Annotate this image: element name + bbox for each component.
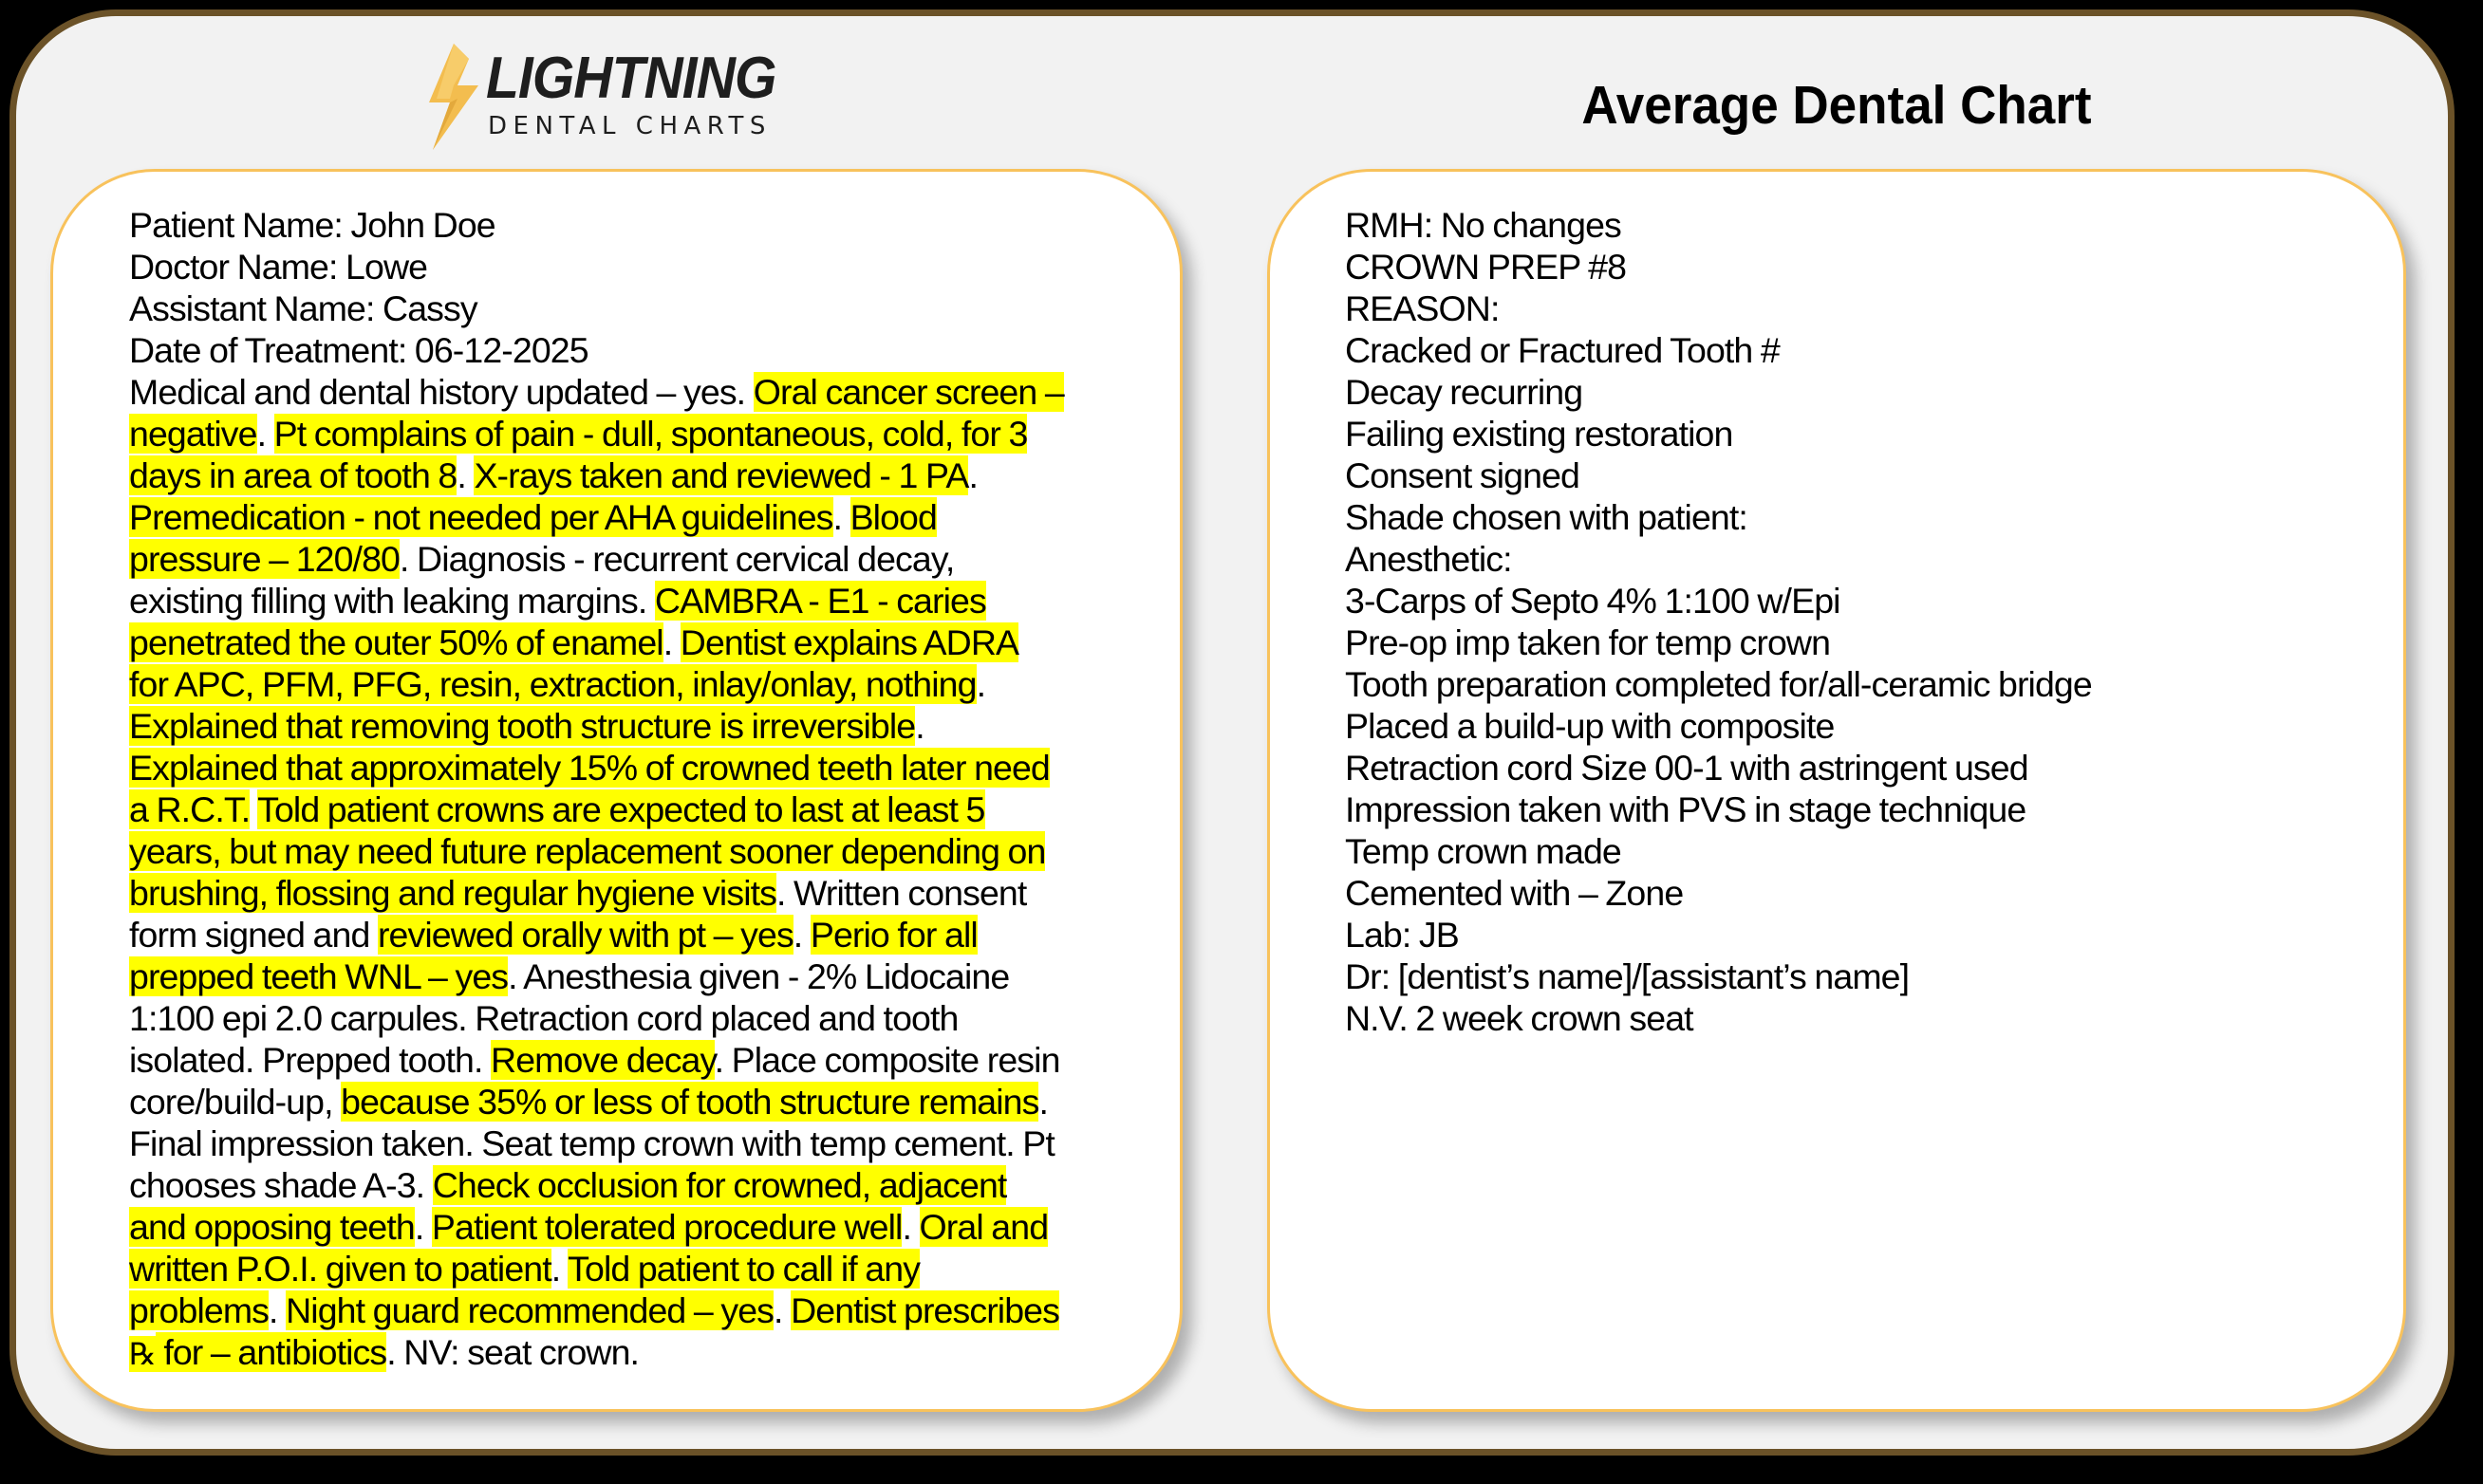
chart-line: Anesthetic: xyxy=(1345,539,1512,579)
treatment-date-row xyxy=(129,329,1064,371)
narrative-line xyxy=(129,496,1064,538)
note-text: . Anesthesia given - 2% Lidocaine xyxy=(508,956,1010,996)
narrative-note-card xyxy=(50,169,1183,1412)
note-text: . xyxy=(793,915,811,955)
chart-line: CROWN PREP #8 xyxy=(1345,247,1627,287)
chart-line: RMH: No changes xyxy=(1345,205,1621,245)
highlighted-text: Patient tolerated procedure well xyxy=(431,1207,903,1247)
narrative-line xyxy=(129,997,1064,1039)
narrative-line xyxy=(129,705,1064,747)
highlighted-text: for APC, PFM, PFG, resin, extraction, inlay/onlay, nothing xyxy=(129,664,977,704)
logo-wordmark: LIGHTNING xyxy=(486,46,776,111)
chart-line: 3-Carps of Septo 4% 1:100 w/Epi xyxy=(1345,581,1840,621)
page-title: Average Dental Chart xyxy=(1581,75,2092,136)
highlighted-text: Pt complains of pain - dull, spontaneous, cold, for 3 xyxy=(273,414,1028,454)
narrative-line xyxy=(129,371,1064,413)
narrative-line xyxy=(129,454,1064,496)
note-text: Medical and dental history updated – yes. xyxy=(129,372,754,412)
note-text: . NV: seat crown. xyxy=(386,1332,640,1372)
note-text: . xyxy=(902,1207,920,1247)
note-text: 1:100 epi 2.0 carpules. Retraction cord placed and tooth xyxy=(129,998,959,1038)
note-text xyxy=(250,789,257,829)
highlighted-text: negative xyxy=(129,414,257,454)
narrative-line xyxy=(129,413,1064,454)
highlighted-text: Remove decay xyxy=(491,1040,715,1080)
highlighted-text: years, but may need future replacement sooner depending on xyxy=(129,831,1046,871)
assistant-name-label: Assistant Name: xyxy=(129,288,383,328)
chart-line: Cemented with – Zone xyxy=(1345,873,1684,913)
note-text: existing filling with leaking margins. xyxy=(129,581,655,621)
chart-line: Pre-op imp taken for temp crown xyxy=(1345,622,1831,662)
patient-name-label: Patient Name: xyxy=(129,205,351,245)
highlighted-text: Perio for all xyxy=(810,915,978,955)
note-text: isolated. Prepped tooth. xyxy=(129,1040,492,1080)
narrative-line xyxy=(129,1164,1064,1206)
note-text: . Written consent xyxy=(776,873,1027,913)
chart-line: Dr: [dentist’s name]/[assistant’s name] xyxy=(1345,956,1910,996)
highlighted-text: penetrated the outer 50% of enamel xyxy=(129,622,663,662)
highlighted-text: CAMBRA - E1 - caries xyxy=(654,581,986,621)
narrative-line xyxy=(129,955,1064,997)
doctor-name-label: Doctor Name: xyxy=(129,247,346,287)
highlighted-text: Check occlusion for crowned, adjacent xyxy=(432,1165,1007,1205)
highlighted-text: Dentist explains ADRA xyxy=(680,622,1019,662)
note-text: chooses shade A-3. xyxy=(129,1165,433,1205)
highlighted-text: Night guard recommended – yes xyxy=(286,1290,775,1330)
brand-logo xyxy=(425,44,776,150)
assistant-name-value: Cassy xyxy=(383,288,477,328)
narrative-line xyxy=(129,1289,1064,1331)
highlighted-text: pressure – 120/80 xyxy=(129,539,400,579)
highlighted-text: Premedication - not needed per AHA guidelines xyxy=(129,497,833,537)
narrative-line xyxy=(129,663,1064,705)
narrative-note-body xyxy=(129,204,1064,1373)
highlighted-text: Told patient to call if any xyxy=(568,1249,921,1289)
note-text: core/build-up, xyxy=(129,1082,342,1122)
highlighted-text: for – antibiotics xyxy=(155,1332,387,1372)
chart-line: Shade chosen with patient: xyxy=(1345,497,1747,537)
chart-line: Impression taken with PVS in stage technique xyxy=(1345,789,2026,829)
note-text: . Diagnosis - recurrent cervical decay, xyxy=(400,539,955,579)
average-chart-card xyxy=(1267,169,2406,1412)
chart-line: Retraction cord Size 00-1 with astringent used xyxy=(1345,748,2028,788)
note-text: . Place composite resin xyxy=(714,1040,1060,1080)
chart-line: Placed a build-up with composite xyxy=(1345,706,1835,746)
highlighted-text: Explained that approximately 15% of crowned teeth later need xyxy=(129,748,1050,788)
assistant-name-row xyxy=(129,288,1064,329)
highlighted-text: problems xyxy=(129,1290,270,1330)
narrative-line xyxy=(129,747,1064,788)
narrative-line xyxy=(129,1206,1064,1248)
chart-line: Failing existing restoration xyxy=(1345,414,1733,454)
patient-name-row xyxy=(129,204,1064,246)
narrative-line xyxy=(129,538,1064,580)
note-text: . xyxy=(915,706,924,746)
highlighted-text: Told patient crowns are expected to last at least 5 xyxy=(257,789,985,829)
narrative-line xyxy=(129,580,1064,621)
note-text: . xyxy=(774,1290,792,1330)
highlighted-text: Oral cancer screen – xyxy=(753,372,1064,412)
highlighted-text: X-rays taken and reviewed - 1 PA xyxy=(474,455,969,495)
highlighted-text: reviewed orally with pt – yes xyxy=(377,915,793,955)
highlighted-text: because 35% or less of tooth structure remains xyxy=(341,1082,1039,1122)
patient-name-value: John Doe xyxy=(350,205,495,245)
chart-line: N.V. 2 week crown seat xyxy=(1345,998,1693,1038)
narrative-line xyxy=(129,1122,1064,1164)
highlighted-text: Oral and xyxy=(919,1207,1049,1247)
note-text: form signed and xyxy=(129,915,378,955)
note-text: . xyxy=(832,497,850,537)
highlighted-text: prepped teeth WNL – yes xyxy=(129,956,509,996)
highlighted-text: a R.C.T. xyxy=(129,789,251,829)
highlighted-text: and opposing teeth xyxy=(129,1207,415,1247)
note-text: . xyxy=(256,414,274,454)
average-chart-body xyxy=(1345,204,2092,1039)
chart-line: Temp crown made xyxy=(1345,831,1621,871)
narrative-line xyxy=(129,1081,1064,1122)
narrative-line xyxy=(129,872,1064,914)
chart-line: Tooth preparation completed for/all-ceramic bridge xyxy=(1345,664,2092,704)
note-text: Final impression taken. Seat temp crown with temp cement. Pt xyxy=(129,1123,1055,1163)
narrative-line xyxy=(129,830,1064,872)
doctor-name-row xyxy=(129,246,1064,288)
chart-line: Decay recurring xyxy=(1345,372,1583,412)
narrative-line xyxy=(129,1039,1064,1081)
chart-line: REASON: xyxy=(1345,288,1500,328)
chart-line: Cracked or Fractured Tooth # xyxy=(1345,330,1780,370)
chart-line: Consent signed xyxy=(1345,455,1579,495)
doctor-name-value: Lowe xyxy=(345,247,428,287)
note-text: . xyxy=(414,1207,432,1247)
treatment-date-label: Date of Treatment: xyxy=(129,330,415,370)
chart-line: Lab: JB xyxy=(1345,915,1459,955)
logo-tagline: DENTAL CHARTS xyxy=(488,112,772,140)
narrative-line xyxy=(129,1331,1064,1373)
highlighted-text: brushing, flossing and regular hygiene visits xyxy=(129,873,776,913)
narrative-line xyxy=(129,621,1064,663)
highlighted-text: Dentist prescribes xyxy=(791,1290,1059,1330)
note-text: . xyxy=(976,664,986,704)
narrative-line xyxy=(129,1248,1064,1289)
rx-symbol-icon: ℞ xyxy=(129,1336,156,1372)
note-text: . xyxy=(663,622,681,662)
highlighted-text: Explained that removing tooth structure is irreversible xyxy=(129,706,916,746)
note-text: . xyxy=(551,1249,569,1289)
note-text: . xyxy=(968,455,978,495)
narrative-line xyxy=(129,788,1064,830)
note-text: . xyxy=(269,1290,287,1330)
treatment-date-value: 06-12-2025 xyxy=(414,330,588,370)
highlighted-text: days in area of tooth 8 xyxy=(129,455,457,495)
note-text: . xyxy=(1038,1082,1049,1122)
highlighted-text: written P.O.I. given to patient xyxy=(129,1249,551,1289)
narrative-line xyxy=(129,914,1064,955)
note-text: . xyxy=(457,455,475,495)
lightning-bolt-icon xyxy=(425,44,482,150)
highlighted-text: Blood xyxy=(849,497,937,537)
